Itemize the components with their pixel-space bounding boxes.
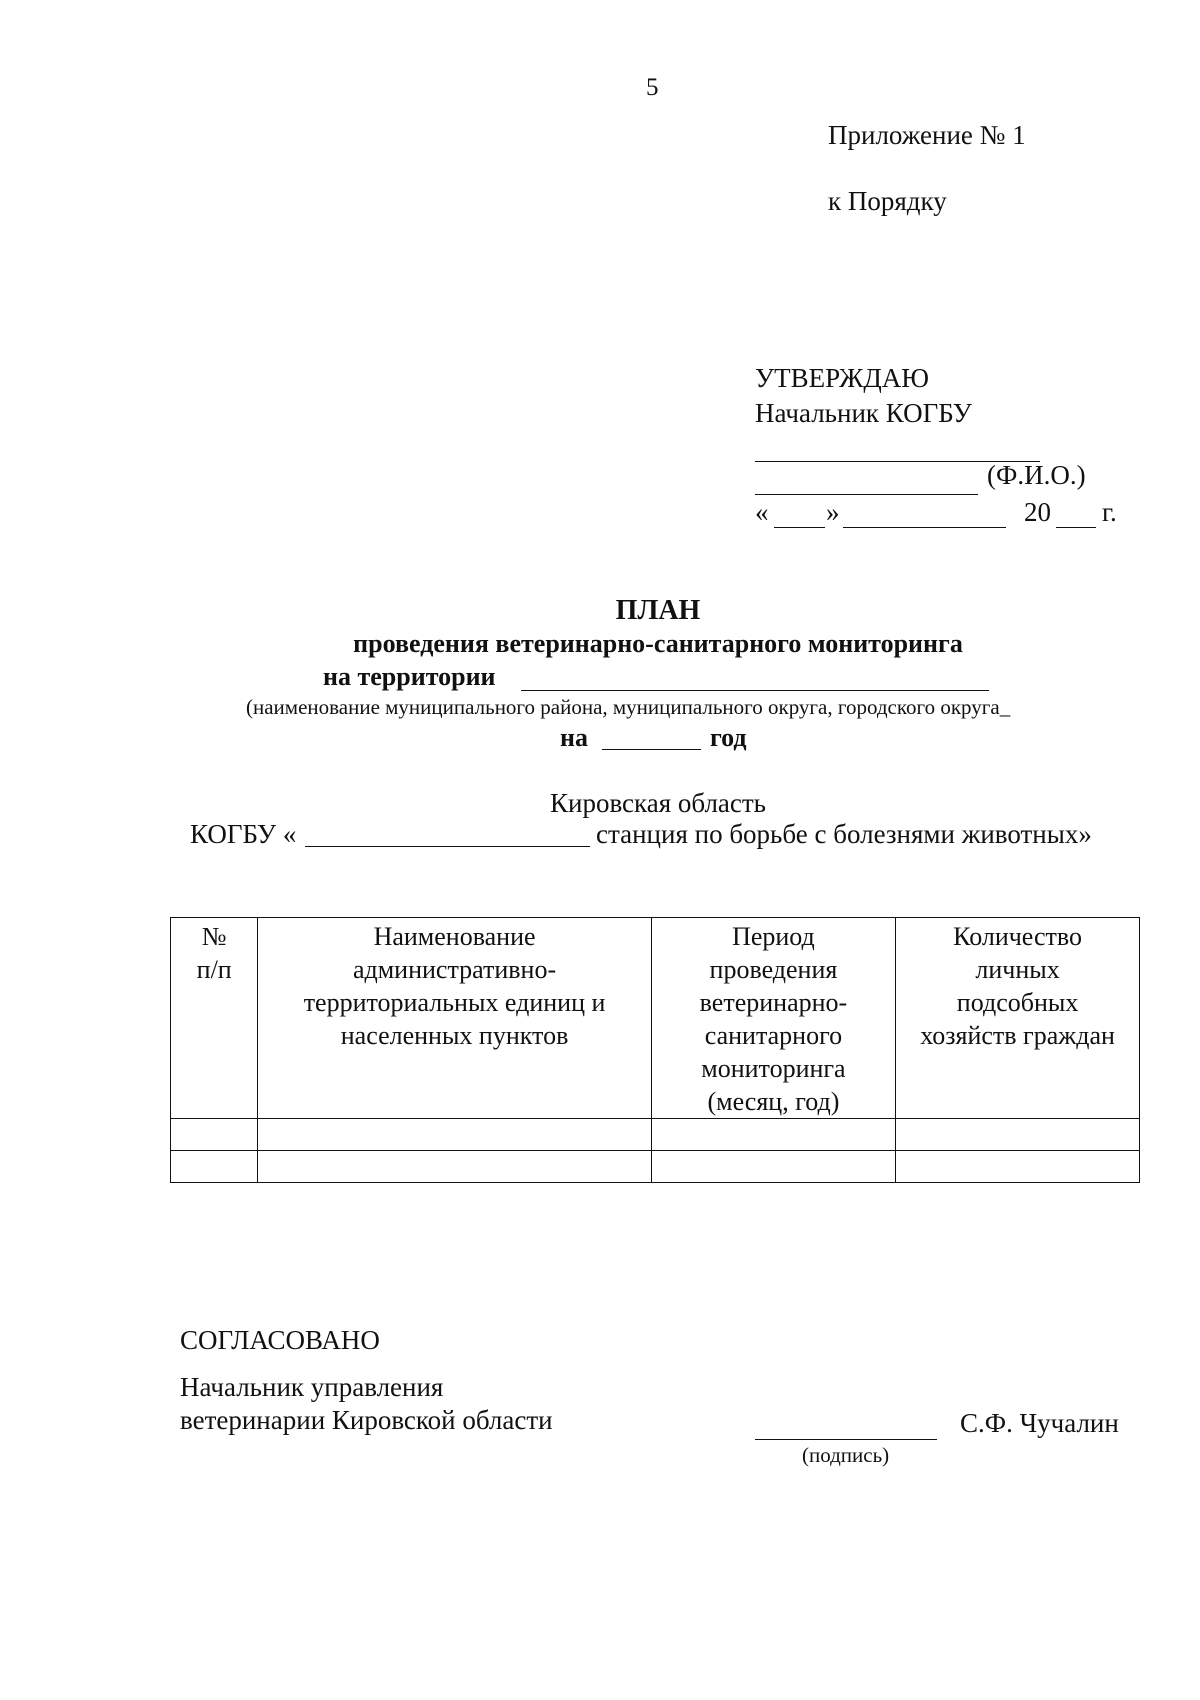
agreement-title: СОГЛАСОВАНО	[180, 1325, 380, 1355]
table-cell[interactable]	[896, 1119, 1140, 1151]
table-cell[interactable]	[258, 1119, 651, 1151]
table-cell[interactable]	[651, 1119, 895, 1151]
table-cell[interactable]	[171, 1119, 258, 1151]
date-year-prefix: 20	[1024, 497, 1051, 527]
signature-note: (подпись)	[802, 1443, 890, 1467]
date-year-suffix: г.	[1102, 497, 1117, 527]
organization-suffix: станция по борьбе с болезнями животных»	[596, 819, 1092, 849]
approval-name-line	[755, 494, 978, 495]
agreement-role-line2: ветеринарии Кировской области	[180, 1405, 553, 1435]
date-open-quote: «	[755, 497, 769, 527]
appendix-reference: к Порядку	[828, 186, 947, 216]
approval-title: УТВЕРЖДАЮ	[755, 363, 930, 393]
agreement-signer: С.Ф. Чучалин	[960, 1408, 1119, 1438]
agreement-signature-line	[755, 1439, 937, 1440]
table-row	[171, 1119, 1140, 1151]
plan-table	[170, 917, 1140, 1183]
appendix-title: Приложение № 1	[828, 120, 1026, 150]
table-header-row	[171, 918, 1140, 1119]
fio-label: (Ф.И.О.)	[987, 460, 1086, 490]
page-number: 5	[646, 74, 659, 101]
year-prefix: на	[560, 723, 588, 752]
header-territorial-units: Наименование административно- территориальных единиц и населенных пунктов	[258, 918, 651, 1119]
date-close-quote: »	[826, 497, 840, 527]
table-cell[interactable]	[896, 1151, 1140, 1183]
plan-title: ПЛАН	[615, 595, 701, 626]
year-suffix: год	[710, 723, 747, 752]
territory-line	[521, 690, 989, 691]
approval-role: Начальник КОГБУ	[755, 398, 972, 428]
organization-line	[305, 846, 590, 847]
header-households-count: Количество личных подсобных хозяйств граждан	[896, 918, 1140, 1119]
agreement-role-line1: Начальник управления	[180, 1372, 444, 1402]
table-cell[interactable]	[171, 1151, 258, 1183]
table-row	[171, 1151, 1140, 1183]
plan-subtitle: проведения ветеринарно-санитарного мониторинга	[353, 629, 963, 658]
territory-label: на территории	[323, 662, 496, 691]
table-cell[interactable]	[258, 1151, 651, 1183]
header-number: № п/п	[171, 918, 258, 1119]
table-cell[interactable]	[651, 1151, 895, 1183]
date-day-line	[774, 527, 825, 528]
date-year-line	[1056, 527, 1096, 528]
territory-note: (наименование муниципального района, муниципального округа, городского округа_	[246, 695, 1011, 719]
header-monitoring-period: Период проведения ветеринарно- санитарного мониторинга (месяц, год)	[651, 918, 895, 1119]
organization-prefix: КОГБУ «	[190, 819, 297, 849]
region-name: Кировская область	[549, 788, 766, 818]
year-line	[602, 749, 701, 750]
date-month-line	[843, 527, 1006, 528]
